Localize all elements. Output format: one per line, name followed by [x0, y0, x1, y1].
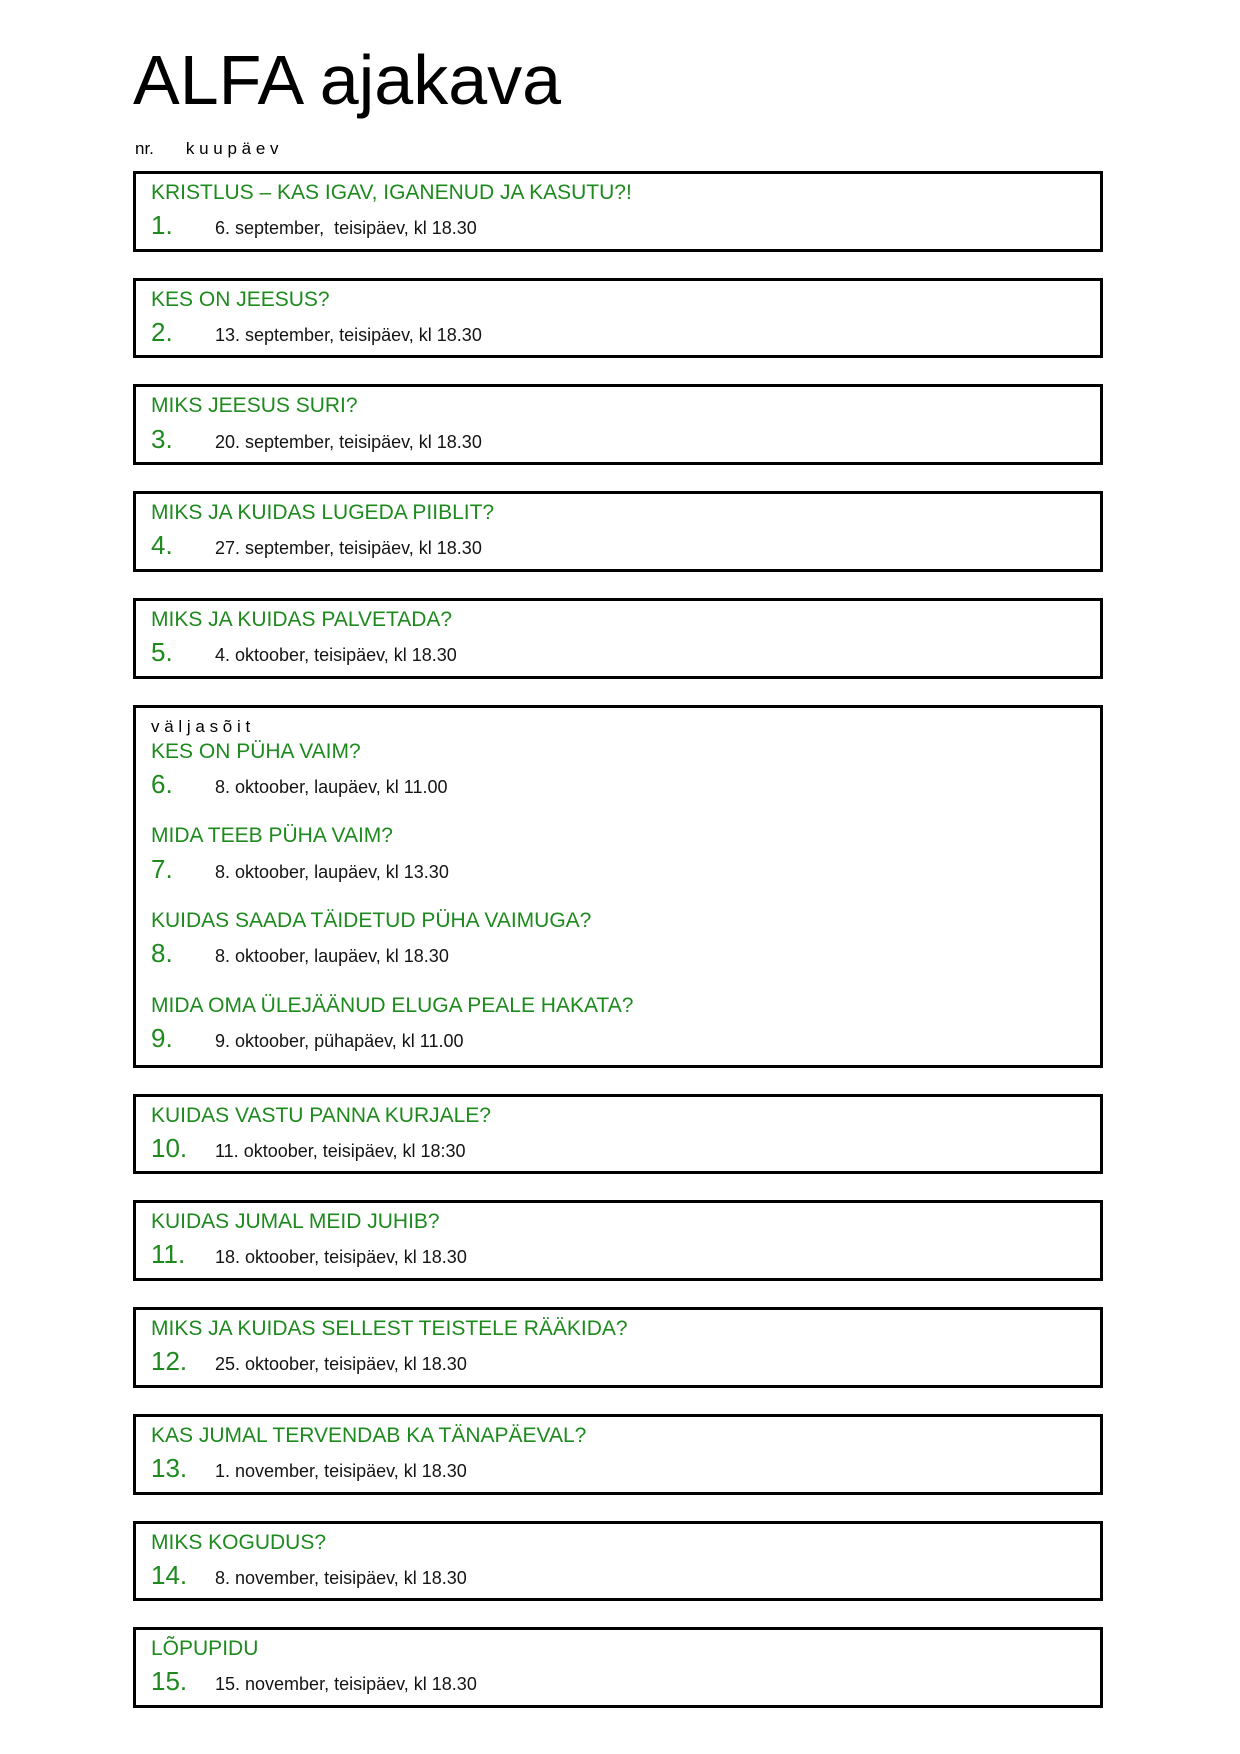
session-number: 12.	[151, 1346, 188, 1377]
session-info-row	[151, 318, 1085, 347]
session-title: KAS JUMAL TERVENDAB KA TÄNAPÄEVAL?	[151, 1423, 587, 1447]
session-number: 2.	[151, 316, 173, 347]
session-number: 8.	[151, 938, 173, 969]
session-entry-7	[151, 824, 1085, 883]
session-number: 10.	[151, 1132, 188, 1163]
session-date: 20. september, teisipäev, kl 18.30	[215, 431, 482, 452]
session-date: 11. oktoober, teisipäev, kl 18:30	[215, 1140, 466, 1161]
session-box-13	[133, 1414, 1103, 1495]
session-date: 25. oktoober, teisipäev, kl 18.30	[215, 1354, 467, 1375]
session-title: MIKS KOGUDUS?	[151, 1530, 327, 1554]
session-title: KES ON PÜHA VAIM?	[151, 739, 361, 763]
session-number: 15.	[151, 1666, 188, 1697]
session-number: 13.	[151, 1452, 188, 1483]
session-box-5	[133, 598, 1103, 679]
session-date: 13. september, teisipäev, kl 18.30	[215, 324, 482, 345]
session-number: 3.	[151, 423, 173, 454]
column-date-label: k u u p ä e v	[185, 139, 279, 158]
session-info-row	[151, 1240, 1085, 1269]
excursion-box	[133, 705, 1103, 1068]
session-box-12	[133, 1307, 1103, 1388]
session-info-row	[151, 1347, 1085, 1376]
session-box-4	[133, 491, 1103, 572]
session-title: MIDA TEEB PÜHA VAIM?	[151, 824, 393, 848]
session-info-row	[151, 939, 1085, 968]
session-date: 18. oktoober, teisipäev, kl 18.30	[215, 1247, 467, 1268]
session-box-3	[133, 384, 1103, 465]
session-number: 7.	[151, 853, 173, 884]
session-date: 8. oktoober, laupäev, kl 18.30	[215, 946, 449, 967]
session-box-14	[133, 1521, 1103, 1602]
excursion-label: v ä l j a s õ i t	[151, 716, 251, 736]
session-box-1	[133, 171, 1103, 252]
session-title: MIKS JEESUS SURI?	[151, 394, 358, 418]
session-title: MIKS JA KUIDAS SELLEST TEISTELE RÄÄKIDA?	[151, 1317, 628, 1341]
page-title: ALFA ajakava	[133, 41, 562, 119]
session-title: LÕPUPIDU	[151, 1637, 259, 1661]
session-box-10	[133, 1094, 1103, 1175]
session-info-row	[151, 531, 1085, 560]
session-number: 5.	[151, 637, 173, 668]
session-number: 14.	[151, 1559, 188, 1590]
session-entry-6	[151, 740, 1085, 799]
session-date: 1. november, teisipäev, kl 18.30	[215, 1460, 467, 1481]
session-info-row	[151, 211, 1085, 240]
session-info-row	[151, 638, 1085, 667]
column-headers	[135, 139, 1103, 159]
session-title: KUIDAS SAADA TÄIDETUD PÜHA VAIMUGA?	[151, 909, 592, 933]
session-info-row	[151, 1134, 1085, 1163]
session-date: 8. oktoober, laupäev, kl 11.00	[215, 776, 448, 797]
session-number: 4.	[151, 530, 173, 561]
session-date: 8. november, teisipäev, kl 18.30	[215, 1567, 467, 1588]
session-box-11	[133, 1200, 1103, 1281]
session-info-row	[151, 770, 1085, 799]
session-info-row	[151, 1667, 1085, 1696]
session-info-row	[151, 855, 1085, 884]
session-date: 27. september, teisipäev, kl 18.30	[215, 538, 482, 559]
session-info-row	[151, 425, 1085, 454]
session-info-row	[151, 1024, 1085, 1053]
session-entry-8	[151, 909, 1085, 968]
session-date: 4. oktoober, teisipäev, kl 18.30	[215, 645, 457, 666]
session-number: 6.	[151, 768, 173, 799]
session-number: 1.	[151, 210, 173, 241]
column-nr-label: nr.	[135, 139, 154, 158]
session-entry-9	[151, 994, 1085, 1053]
session-info-row	[151, 1454, 1085, 1483]
session-title: MIDA OMA ÜLEJÄÄNUD ELUGA PEALE HAKATA?	[151, 993, 634, 1017]
session-title: MIKS JA KUIDAS LUGEDA PIIBLIT?	[151, 501, 495, 525]
session-number: 9.	[151, 1023, 173, 1054]
session-title: KUIDAS JUMAL MEID JUHIB?	[151, 1210, 440, 1234]
session-number: 11.	[151, 1239, 186, 1270]
session-title: KES ON JEESUS?	[151, 287, 330, 311]
session-title: MIKS JA KUIDAS PALVETADA?	[151, 607, 453, 631]
session-date: 15. november, teisipäev, kl 18.30	[215, 1674, 477, 1695]
session-info-row	[151, 1561, 1085, 1590]
session-title: KRISTLUS – KAS IGAV, IGANENUD JA KASUTU?!	[151, 181, 632, 204]
session-box-2	[133, 278, 1103, 359]
session-title: KUIDAS VASTU PANNA KURJALE?	[151, 1103, 491, 1127]
session-date: 9. oktoober, pühapäev, kl 11.00	[215, 1031, 464, 1052]
session-box-15	[133, 1627, 1103, 1708]
session-date: 8. oktoober, laupäev, kl 13.30	[215, 861, 449, 882]
session-date: 6. september, teisipäev, kl 18.30	[215, 218, 477, 239]
